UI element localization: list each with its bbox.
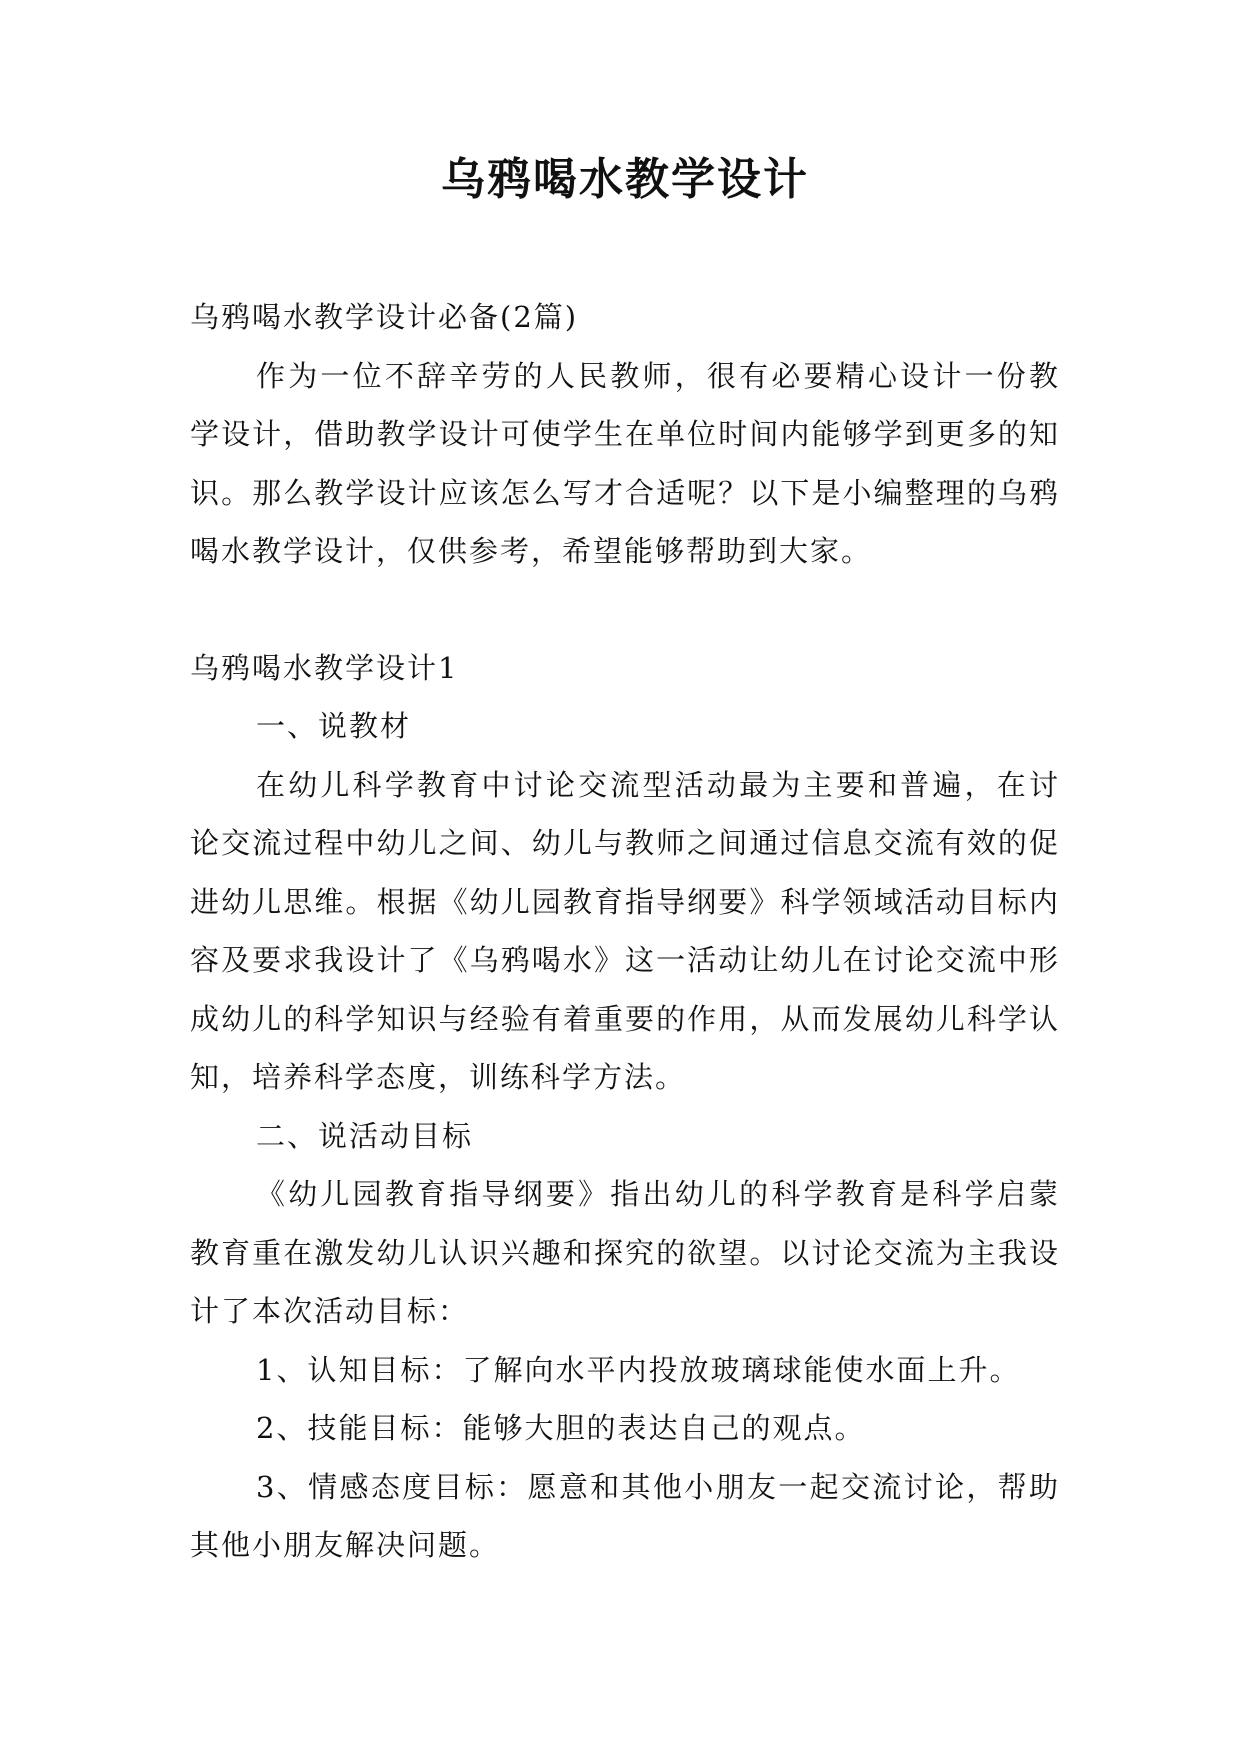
goal-item: 2、技能目标：能够大胆的表达自己的观点。 (256, 1411, 866, 1445)
document-body (190, 288, 1060, 1575)
body-paragraph: 《幼儿园教育指导纲要》指出幼儿的科学教育是科学启蒙教育重在激发幼儿认识兴趣和探究的欲望。以讨论交流为主我设计了本次活动目标： (190, 1177, 1060, 1328)
subsection-heading: 二、说活动目标 (256, 1118, 474, 1153)
section-heading: 乌鸦喝水教学设计1 (190, 650, 459, 685)
document-page (190, 0, 1060, 1754)
goal-item: 1、认知目标：了解向水平内投放玻璃球能使水面上升。 (256, 1352, 1021, 1387)
body-paragraph: 在幼儿科学教育中讨论交流型活动最为主要和普遍，在讨论交流过程中幼儿之间、幼儿与教师之间通过信息交流有效的促进幼儿思维。根据《幼儿园教育指导纲要》科学领域活动目标内容及要求我设计了《乌鸦喝水》这一活动让幼儿在讨论交流中形成幼儿的科学知识与经验有着重要的作用，从而发展幼儿科学认知，培养科学态度，训练科学方法。 (190, 767, 1060, 1094)
subtitle-line: 乌鸦喝水教学设计必备(2篇) (190, 300, 579, 334)
intro-paragraph: 作为一位不辞辛劳的人民教师，很有必要精心设计一份教学设计，借助教学设计可使学生在单位时间内能够学到更多的知识。那么教学设计应该怎么写才合适呢？以下是小编整理的乌鸦喝水教学设计，仅供参考，希望能够帮助到大家。 (190, 358, 1060, 568)
document-title: 乌鸦喝水教学设计 (441, 154, 809, 205)
subsection-heading: 一、说教材 (256, 709, 412, 743)
goal-item: 3、情感态度目标：愿意和其他小朋友一起交流讨论，帮助其他小朋友解决问题。 (190, 1469, 1060, 1562)
